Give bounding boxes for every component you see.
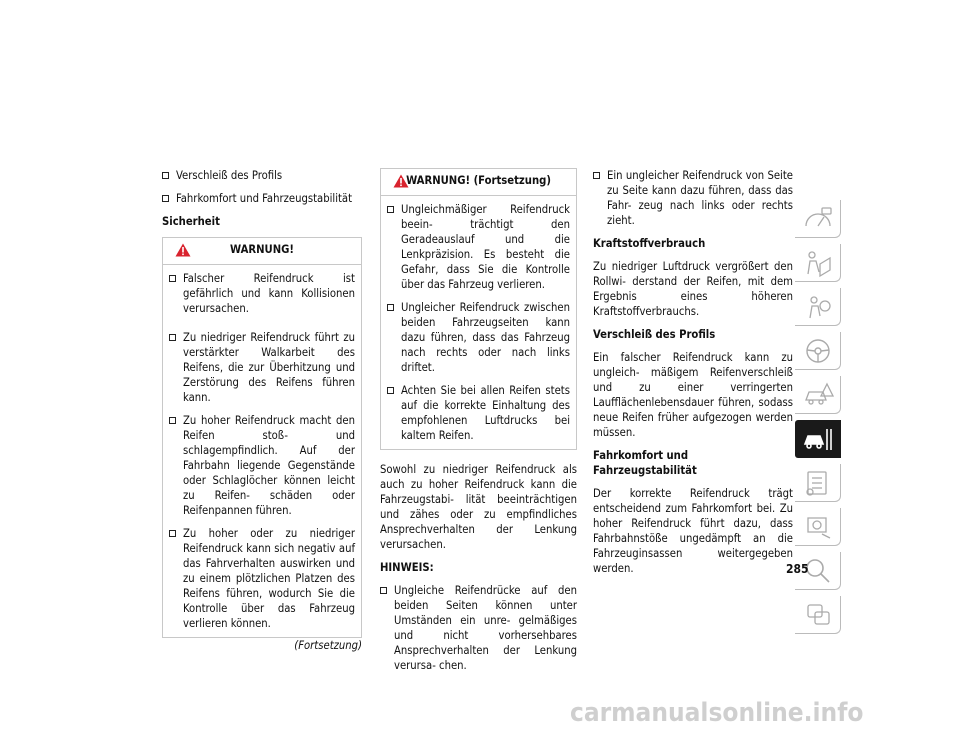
warning-title: WARNUNG! (Fortsetzung) [406,174,551,187]
column-middle [380,168,577,673]
language-icon [802,600,834,630]
tab-service-maintenance[interactable] [795,420,841,458]
warning-item: Zu niedriger Reifendruck führt zu verstärkter Walkarbeit des Reifens, die zur Überhitzung und Zerstörung des Reifens führen kann. [169,330,355,405]
warning-header [163,238,361,265]
warning-box [162,237,362,638]
section-title: Kraftstoffverbrauch [593,237,706,250]
warning-box-continued [380,168,577,450]
car-warning-icon [802,380,834,410]
tab-specifications[interactable] [795,464,841,502]
tab-safety[interactable] [795,244,841,282]
airbag-icon [802,292,834,322]
list-item: Fahrkomfort und Fahrzeugstabilität [162,191,362,206]
tab-steering[interactable] [795,332,841,370]
warning-item: Falscher Reifendruck ist gefährlich und kann Kollisionen verursachen. [169,271,355,316]
continued-note: (Fortsetzung) [294,639,362,652]
section-title: Verschleiß des Profils [593,328,716,341]
list-item: Ein ungleicher Reifendruck von Seite zu Seite kann dazu führen, dass das Fahr- zeug nach links oder rechts zieht. [593,168,793,228]
steering-wheel-icon [802,336,834,366]
list-item: Verschleiß des Profils [162,168,362,183]
section-text: Ein falscher Reifendruck kann zu ungleich- mäßigem Reifenverschleiß und zu einer verringerten Laufflächenlebensdauer führen, sodass neue Reifen früher aufgezogen werden müssen. [593,351,793,439]
section-title-sicherheit: Sicherheit [162,215,220,228]
seatbelt-icon [802,248,834,278]
warning-item: Ungleicher Reifendruck zwischen beiden Fahrzeugseiten kann dazu führen, dass das Fahrzeug nach rechts oder nach links driftet. [387,300,570,375]
note-title: HINWEIS: [380,561,434,574]
tab-emergency[interactable] [795,376,841,414]
tab-languages[interactable] [795,596,841,634]
warning-item: Zu hoher Reifendruck macht den Reifen stoß- und schlagempfindlich. Auf der Fahrbahn liegende Gegenstände oder Schlaglöcher können leicht zu Reifen- schäden oder Reifenpannen führen. [169,413,355,518]
page-number: 285 [786,562,809,576]
dashboard-icon [802,204,834,234]
section-text: Der korrekte Reifendruck trägt entscheidend zum Fahrkomfort bei. Zu hoher Reifendruck führt dazu, dass Fahrbahnstöße ungedämpft an die Fahrzeuginsassen weitergegeben werden. [593,487,793,575]
column-left [162,168,362,653]
watermark: carmanualsonline.info [570,698,864,728]
warning-item: Zu hoher oder zu niedriger Reifendruck kann sich negativ auf das Fahrverhalten auswirken und zu einem plötzlichen Platzen des Reifens führen, wodurch Sie die Kontrolle über das Fahrzeug verlieren können. [169,526,355,631]
note-item: Ungleiche Reifendrücke auf den beiden Seiten können unter Umständen ein unre- gelmäßiges und nicht vorhersehbares Ansprechverhalten der Lenkung verursa- chen. [380,583,577,673]
warning-triangle-icon [175,243,191,257]
section-text: Zu niedriger Luftdruck vergrößert den Rollwi- derstand der Reifen, mit dem Ergebnis eines höheren Kraftstoffverbrauchs. [593,260,793,318]
warning-header [381,169,576,196]
section-title: Fahrkomfort und Fahrzeugstabilität [593,449,697,477]
warning-item: Achten Sie bei allen Reifen stets auf die korrekte Einhaltung des empfohlenen Luftdrucks bei kaltem Reifen. [387,383,570,443]
warning-triangle-icon [393,174,409,188]
paragraph: Sowohl zu niedriger Reifendruck als auch zu hoher Reifendruck kann die Fahrzeugstabi- lität beeinträchtigen und zähes oder zu empfindliches Ansprechverhalten der Lenkung verursachen. [380,463,577,551]
car-tools-icon [802,424,834,454]
tab-airbag[interactable] [795,288,841,326]
warning-title: WARNUNG! [229,243,294,256]
warning-item: Ungleichmäßiger Reifendruck beein- trächtigt den Geradeauslauf und die Lenkpräzision. Es besteht die Gefahr, dass Sie die Kontrolle über das Fahrzeug verlieren. [387,202,570,292]
multimedia-icon [802,512,834,542]
spec-sheet-icon [802,468,834,498]
column-right [593,168,793,576]
tab-multimedia[interactable] [795,508,841,546]
tab-dashboard[interactable] [795,200,841,238]
